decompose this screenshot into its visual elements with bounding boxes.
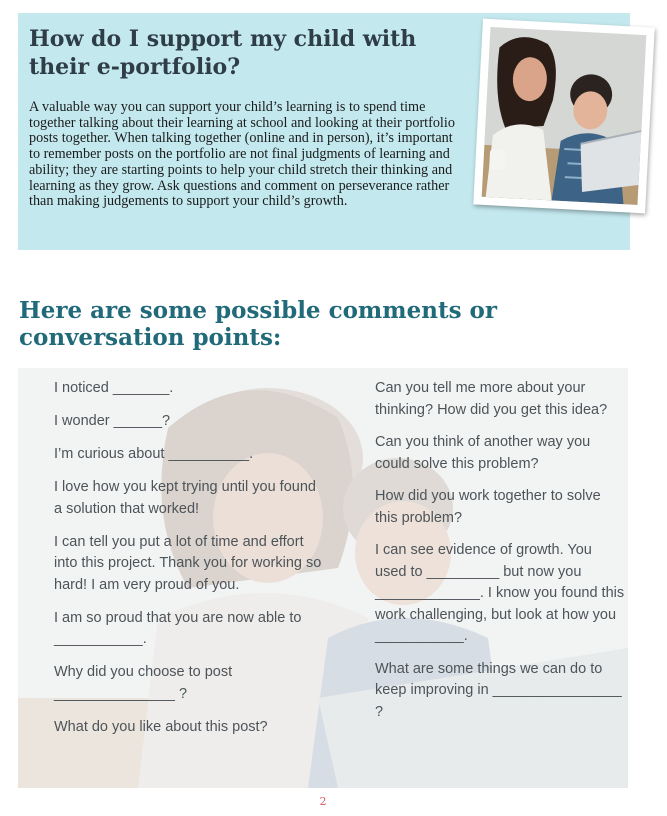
comments-left-column [54, 378, 324, 750]
comment-item: Can you think of another way you could solve this problem? [375, 434, 591, 472]
comment-item: I love how you kept trying until you found a solution that worked! [54, 479, 316, 517]
photo-parent-child-laptop [473, 19, 654, 214]
comment-item: What do you like about this post? [54, 718, 268, 735]
comment-item: What are some things we can do to keep improving in ________________ ? [375, 660, 622, 720]
comments-right-column [375, 378, 627, 734]
comment-item: Why did you choose to post _______________ ? [54, 664, 233, 702]
photo-illustration [482, 27, 647, 205]
page-number: 2 [319, 795, 327, 808]
intro-title: How do I support my child with their e-portfolio? [29, 26, 417, 80]
comment-item: I can see evidence of growth. You used to _________ but now you _____________. I know you found this work challenging, but look at how you ___________. [375, 542, 625, 644]
comment-item: How did you work together to solve this problem? [375, 488, 601, 526]
comment-item: I wonder ______? [54, 413, 171, 429]
comment-item: I can tell you put a lot of time and effort into this project. Thank you for working so hard! I am very proud of you. [54, 533, 322, 593]
intro-body: A valuable way you can support your child’s learning is to spend time together talking about their learning at school and looking at their portfolio posts together. When talking together (online and in person), it’s important to remember posts on the portfolio are not final judgments of learning and ability; they are starting points to help your child stretch their thinking and learning as they grow. Ask questions and comment on perseverance rather than making judgements to support your child’s growth. [29, 99, 455, 210]
comment-item: I am so proud that you are now able to ___________. [54, 609, 302, 647]
comments-panel [18, 368, 628, 788]
comment-item: I noticed _______. [54, 380, 174, 396]
comment-item: Can you tell me more about your thinking? How did you get this idea? [375, 380, 608, 418]
section-title: Here are some possible comments or conversation points: [19, 297, 497, 351]
comment-item: I’m curious about __________. [54, 446, 254, 462]
